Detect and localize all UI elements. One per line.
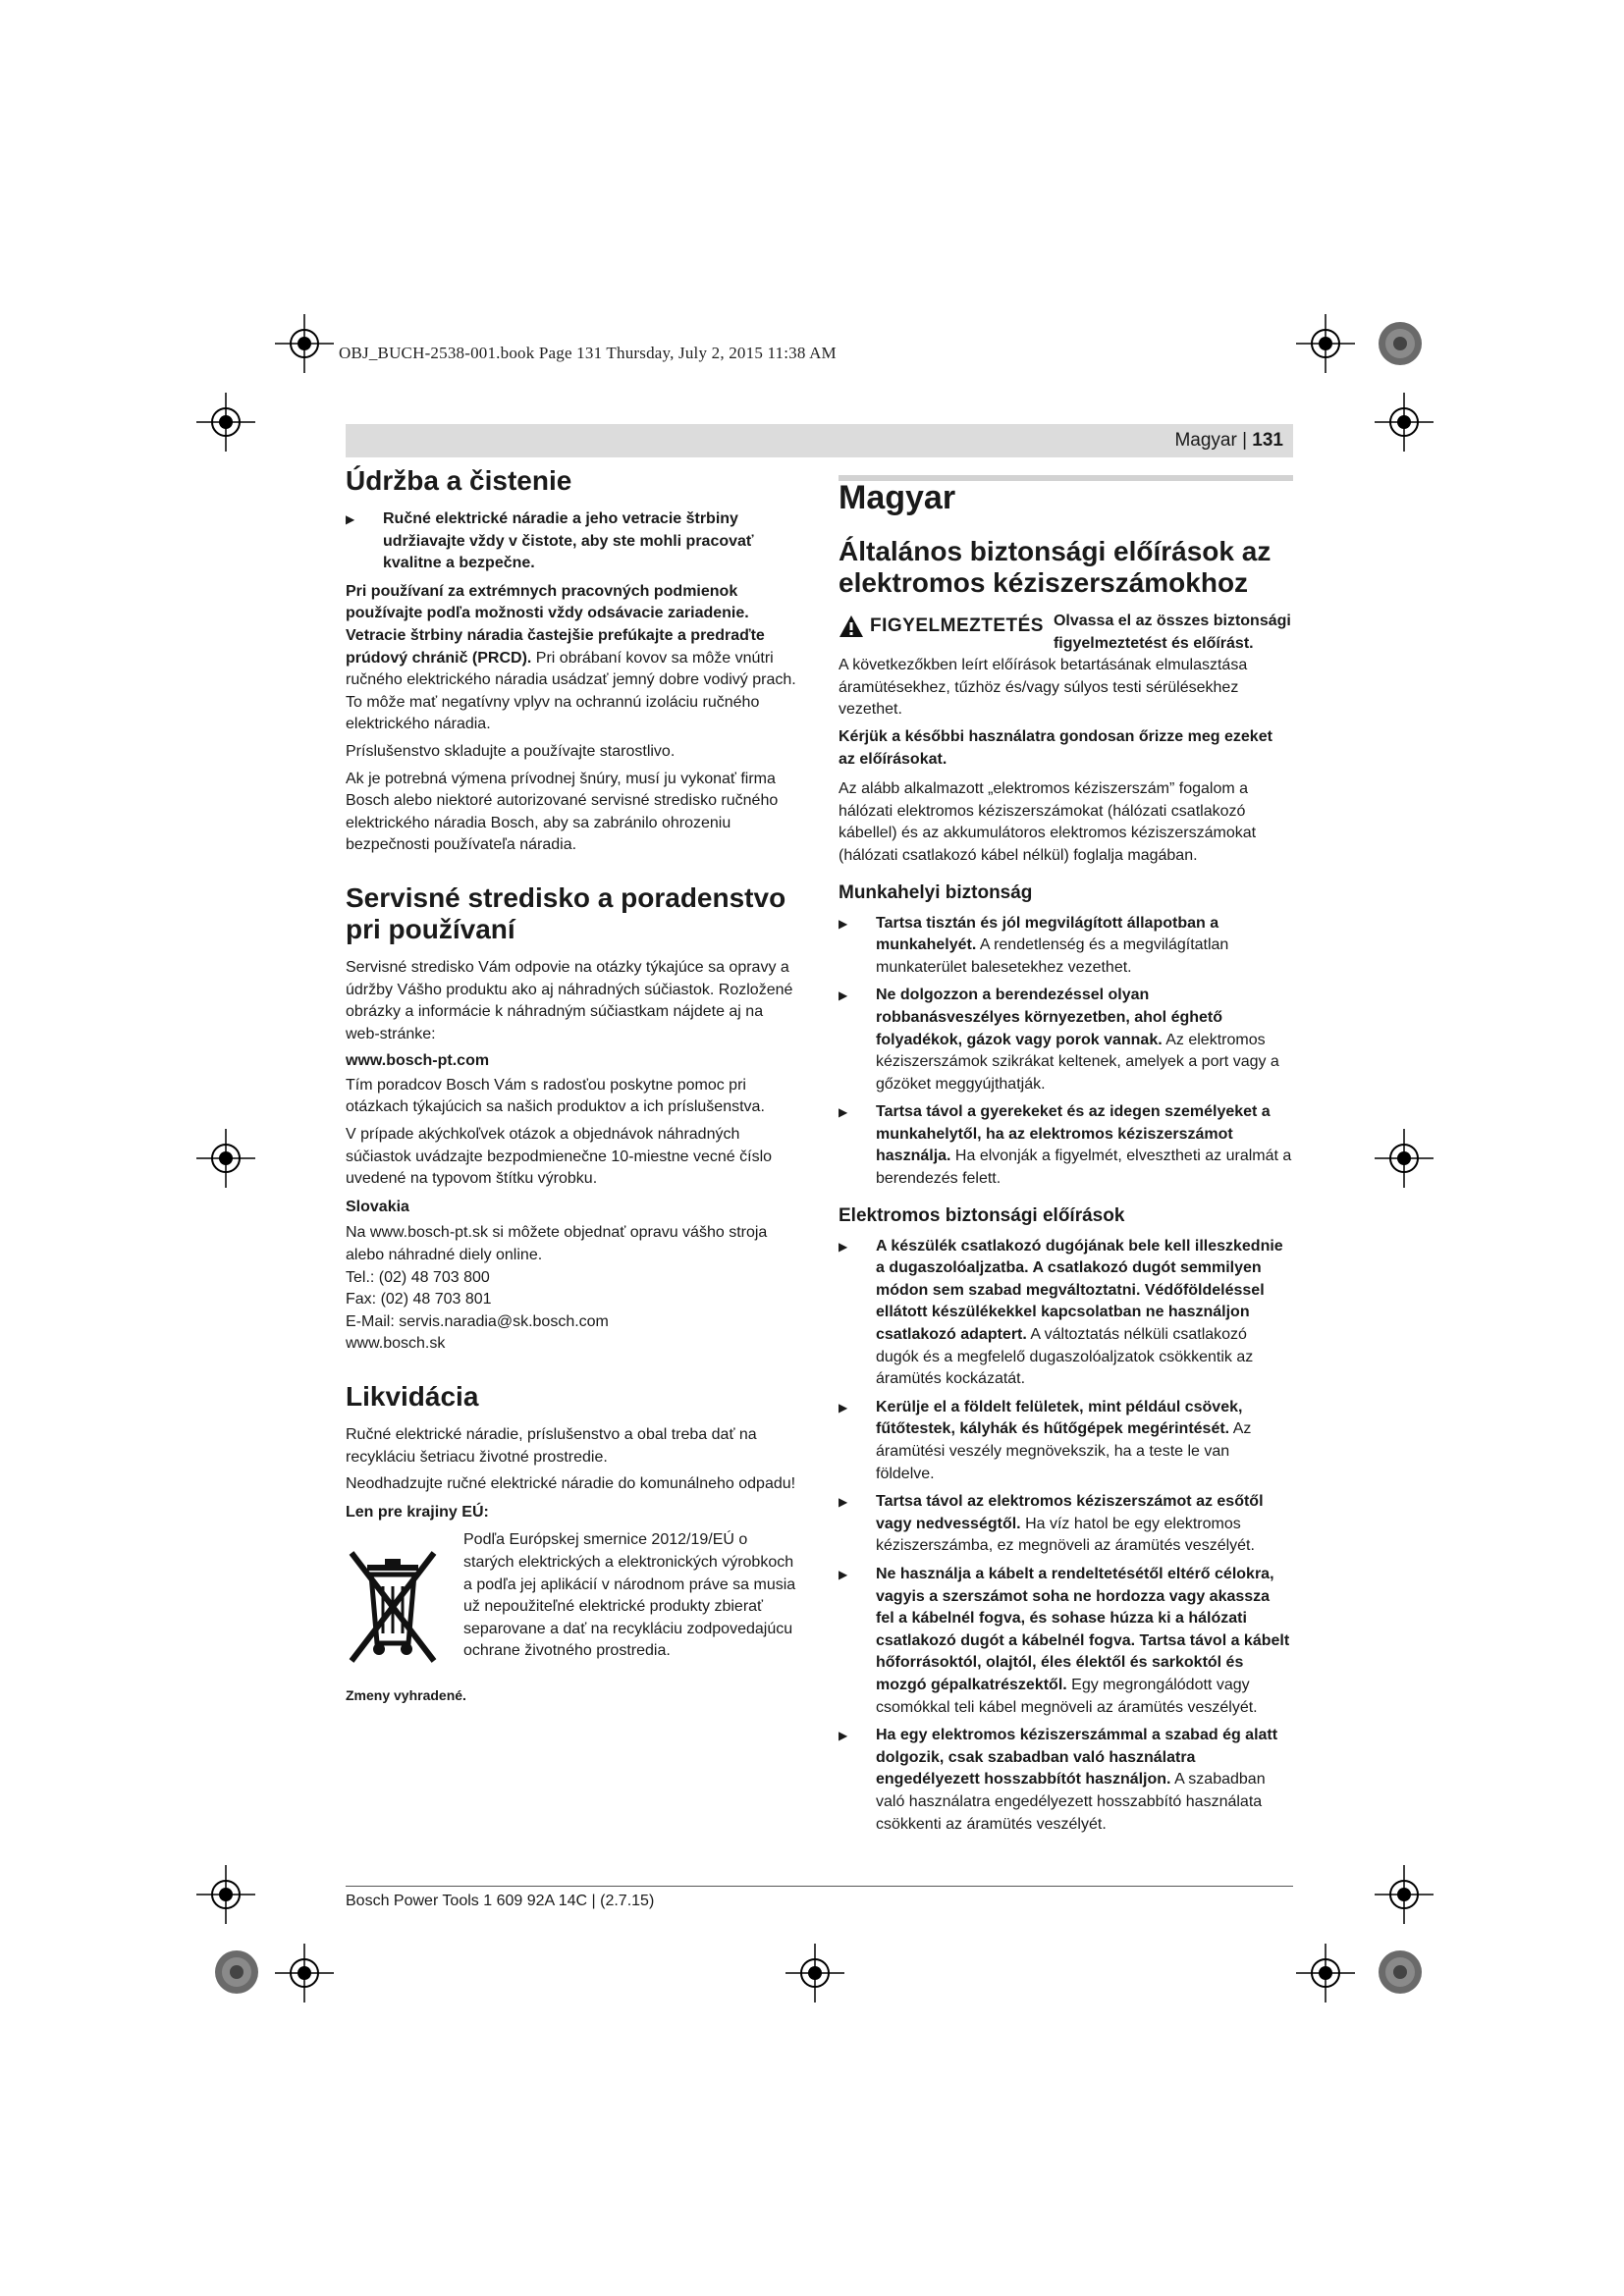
warning-consequence: A következőkben leírt előírások betartásának elmulasztása áramütésekhez, tűzhöz és/vagy súlyos testi sérülésekhez vezethet. <box>839 657 1248 719</box>
maintenance-paragraph-3: Ak je potrebná výmena prívodnej šnúry, musí ju vykonať firma Bosch alebo niektoré autorizované servisné stredisko ručného elektrického náradia Bosch, aby sa zabránilo ohrozeniu bezpečnosti používateľa náradia. <box>346 770 779 854</box>
list-item <box>839 913 1292 980</box>
service-title: Servisné stredisko a poradenstvo pri používaní <box>346 881 786 944</box>
list-item-rest: A szabadban való használatra engedélyezett hosszabbító használata csökkenti az áramütés veszélyét. <box>876 1771 1266 1833</box>
warning-word: FIGYELMEZTETÉS <box>870 614 1044 636</box>
electrical-list <box>839 1236 1292 1836</box>
right-column <box>839 461 1292 1842</box>
list-item <box>839 1491 1292 1558</box>
maintenance-bullet <box>346 508 799 575</box>
left-column <box>346 461 799 1707</box>
list-item-rest: Ha elvonják a figyelmét, elvesztheti az uralmát a berendezés felett. <box>876 1148 1292 1188</box>
list-item-bold: Kerülje el a földelt felületek, mint például csövek, fűtőtestek, kályhák és hűtőgépek megérintését. <box>876 1398 1243 1438</box>
bullet-arrow-icon: ▶ <box>839 1400 848 1415</box>
footer-rule <box>346 1886 1293 1887</box>
list-item <box>839 1101 1292 1190</box>
registration-mark-icon <box>1375 1129 1434 1188</box>
service-country-label: Slovakia <box>346 1198 409 1215</box>
service-website-link[interactable]: www.bosch.sk <box>346 1335 446 1353</box>
list-item-rest: Ha víz hatol be egy elektromos kéziszerszámba, ez megnöveli az áramütés veszélyét. <box>876 1515 1255 1555</box>
bullet-arrow-icon: ▶ <box>839 1495 848 1510</box>
list-item-rest: Egy megrongálódott vagy csomókkal teli kábel megnöveli az áramütés veszélyét. <box>876 1676 1258 1716</box>
list-item <box>839 985 1292 1095</box>
header-language: Magyar <box>1174 430 1237 451</box>
term-definition: Az alább alkalmazott „elektromos kéziszerszám” fogalom a hálózati elektromos kéziszerszámokat (hálózati csatlakozó kábellel) és az akkumulátoros elektromos kéziszerszámokat (hálózati csatlakozó kábel nélkül) foglalja magában. <box>839 780 1257 864</box>
language-title: Magyar <box>839 479 956 516</box>
page-header-bar <box>346 424 1293 457</box>
disposal-eu-block <box>346 1529 799 1673</box>
disposal-eu-text: Podľa Európskej smernice 2012/19/EÚ o starých elektrických a elektronických výrobkoch a podľa jej aplikácií v národnom práve sa musia už nepoužiteľné elektrické produkty zbierať separovane a dať na recykláciu zodpovedajúcu ochrane životného prostredia. <box>463 1531 796 1660</box>
bullet-arrow-icon: ▶ <box>839 1239 848 1254</box>
registration-mark-icon <box>196 393 255 452</box>
list-item-bold: Tartsa tisztán és jól megvilágított állapotban a munkahelyét. <box>876 914 1219 954</box>
maintenance-paragraph-1 <box>346 581 799 736</box>
registration-mark-icon <box>1296 314 1355 373</box>
maintenance-title: Údržba a čistenie <box>346 465 572 496</box>
warning-triangle-icon <box>839 614 864 638</box>
keep-instructions-note: Kérjük a későbbi használatra gondosan őrizze meg ezeket az előírásokat. <box>839 727 1272 768</box>
electrical-title: Elektromos biztonsági előírások <box>839 1204 1125 1226</box>
bullet-arrow-icon: ▶ <box>839 1729 848 1743</box>
list-item-rest: Az elektromos kéziszerszámok szikrákat keltenek, amelyek a port vagy a gőzöket meggyújthatják. <box>876 1031 1279 1093</box>
changes-note: Zmeny vyhradené. <box>346 1687 466 1704</box>
list-item-bold: Tartsa távol a gyerekeket és az idegen személyeket a munkahelytől, ha az elektromos kéziszerszámot használja. <box>876 1103 1271 1165</box>
list-item-rest: A változtatás nélküli csatlakozó dugók és a megfelelő dugaszolóaljzatok csökkentik az áramütés kockázatát. <box>876 1326 1254 1388</box>
maintenance-paragraph-2: Príslušenstvo skladujte a používajte starostlivo. <box>346 742 676 760</box>
registration-mark-icon <box>1375 393 1434 452</box>
list-item <box>839 1725 1292 1836</box>
bullet-arrow-icon: ▶ <box>839 916 848 931</box>
warning-block <box>839 611 1292 655</box>
list-item <box>839 1564 1292 1719</box>
registration-mark-icon <box>1296 1944 1355 2002</box>
service-paragraph-3: V prípade akýchkoľvek otázok a objednávok náhradných súčiastok uvádzajte bezpodmienečne 10-miestne vecné číslo uvedené na typovom štítku výrobku. <box>346 1126 773 1188</box>
registration-mark-icon <box>196 1865 255 1924</box>
disposal-eu-label: Len pre krajiny EÚ: <box>346 1503 489 1521</box>
list-item-bold: Tartsa távol az elektromos kéziszerszámot az esőtől vagy nedvességtől. <box>876 1493 1264 1532</box>
warning-badge <box>839 611 1044 638</box>
registration-mark-icon <box>275 1944 334 2002</box>
list-item-bold: Ne dolgozzon a berendezéssel olyan robbanásveszélyes környezetben, ahol éghető folyadékok, gázok vagy porok vannak. <box>876 987 1223 1048</box>
service-contact-block <box>346 1222 799 1356</box>
maintenance-p1-rest: Pri obrábaní kovov sa môže vnútri ručného elektrického náradia usádzať jemný dobre vodivý prach. To môže mať negatívny vplyv na ochrannú izoláciu ručného elektrického náradia. <box>346 649 796 733</box>
service-paragraph-1: Servisné stredisko Vám odpovie na otázky týkajúce sa opravy a údržby Vášho produktu ako aj náhradných súčiastok. Rozložené obrázky a informácie k náhradným súčiastkam nájdete aj na web-stránke: <box>346 958 793 1042</box>
registration-mark-icon <box>275 314 334 373</box>
safety-title: Általános biztonsági előírások az elektromos kéziszerszámokhoz <box>839 536 1272 598</box>
service-email[interactable]: E-Mail: servis.naradia@sk.bosch.com <box>346 1312 609 1330</box>
maintenance-p1-bold: Pri používaní za extrémnych pracovných podmienok používajte podľa možnosti vždy odsávacie zariadenie. Vetracie štrbiny náradia častejšie prefúkajte a predraďte prúdový chránič (PRCD). <box>346 582 765 667</box>
header-page-number: 131 <box>1252 430 1283 451</box>
maintenance-bullet-text: Ručné elektrické náradie a jeho vetracie štrbiny udržiavajte vždy v čistote, aby ste mohli pracovať kvalitne a bezpečne. <box>383 510 754 572</box>
registration-mark-icon <box>196 1129 255 1188</box>
bullet-arrow-icon: ▶ <box>346 512 355 526</box>
service-paragraph-2: Tím poradcov Bosch Vám s radosťou poskytne pomoc pri otázkach týkajúcich sa našich produktov a ich príslušenstva. <box>346 1076 765 1116</box>
list-item <box>839 1397 1292 1485</box>
page-header-label: Magyar | 131 <box>1174 430 1283 451</box>
list-item-rest: A rendetlenség és a megvilágítatlan munkaterület balesetekhez vezethet. <box>876 936 1229 976</box>
footer-text: Bosch Power Tools 1 609 92A 14C | (2.7.15) <box>346 1893 655 1909</box>
crossed-out-wheelie-bin-icon <box>346 1535 440 1673</box>
service-fax: Fax: (02) 48 703 801 <box>346 1291 492 1308</box>
disposal-paragraph-2: Neodhadzujte ručné elektrické náradie do komunálneho odpadu! <box>346 1475 796 1493</box>
color-target-icon <box>214 1949 259 1995</box>
bullet-arrow-icon: ▶ <box>839 988 848 1003</box>
list-item-bold: Ha egy elektromos kéziszerszámmal a szabad ég alatt dolgozik, csak szabadban való használatra engedélyezett hosszabbítót használjon. <box>876 1727 1278 1789</box>
list-item-bold: A készülék csatlakozó dugójának bele kell illeszkednie a dugaszolóaljzatba. A csatlakozó dugót semmilyen módon sem szabad megváltoztatni. Védőföldeléssel ellátott készülékekkel kapcsolatban ne használjon csatlakozó adaptert. <box>876 1237 1283 1344</box>
list-item-bold: Ne használja a kábelt a rendeltetésétől eltérő célokra, vagyis a szerszámot soha ne hordozza vagy akassza fel a kábelnél fogva, és sohase húzza ki a hálózati csatlakozó dugót a kábelnél fogva. Tartsa távol a kábelt hőforrásoktól, olajtól, éles élektől és sarkoktól és mozgó gépalkatrészektől. <box>876 1565 1290 1693</box>
work-area-list <box>839 913 1292 1191</box>
service-phone: Tel.: (02) 48 703 800 <box>346 1268 490 1286</box>
bullet-arrow-icon: ▶ <box>839 1567 848 1581</box>
service-url-link[interactable]: www.bosch-pt.com <box>346 1052 490 1070</box>
service-contact-line: Na www.bosch-pt.sk si môžete objednať opravu vášho stroja alebo náhradné diely online. <box>346 1224 768 1264</box>
registration-mark-icon <box>785 1944 844 2002</box>
bullet-arrow-icon: ▶ <box>839 1105 848 1120</box>
print-info-line: OBJ_BUCH-2538-001.book Page 131 Thursday, July 2, 2015 11:38 AM <box>339 344 837 362</box>
disposal-title: Likvidácia <box>346 1381 479 1412</box>
work-area-title: Munkahelyi biztonság <box>839 881 1033 903</box>
color-target-icon <box>1378 321 1423 366</box>
list-item <box>839 1236 1292 1391</box>
color-target-icon <box>1378 1949 1423 1995</box>
disposal-paragraph-1: Ručné elektrické náradie, príslušenstvo a obal treba dať na recykláciu šetriacu životné prostredie. <box>346 1426 757 1466</box>
registration-mark-icon <box>1375 1865 1434 1924</box>
warning-text: Olvassa el az összes biztonsági figyelmeztetést és előírást. <box>1053 613 1291 652</box>
list-item-rest: Az áramütési veszély megnövekszik, ha a teste le van földelve. <box>876 1420 1252 1482</box>
